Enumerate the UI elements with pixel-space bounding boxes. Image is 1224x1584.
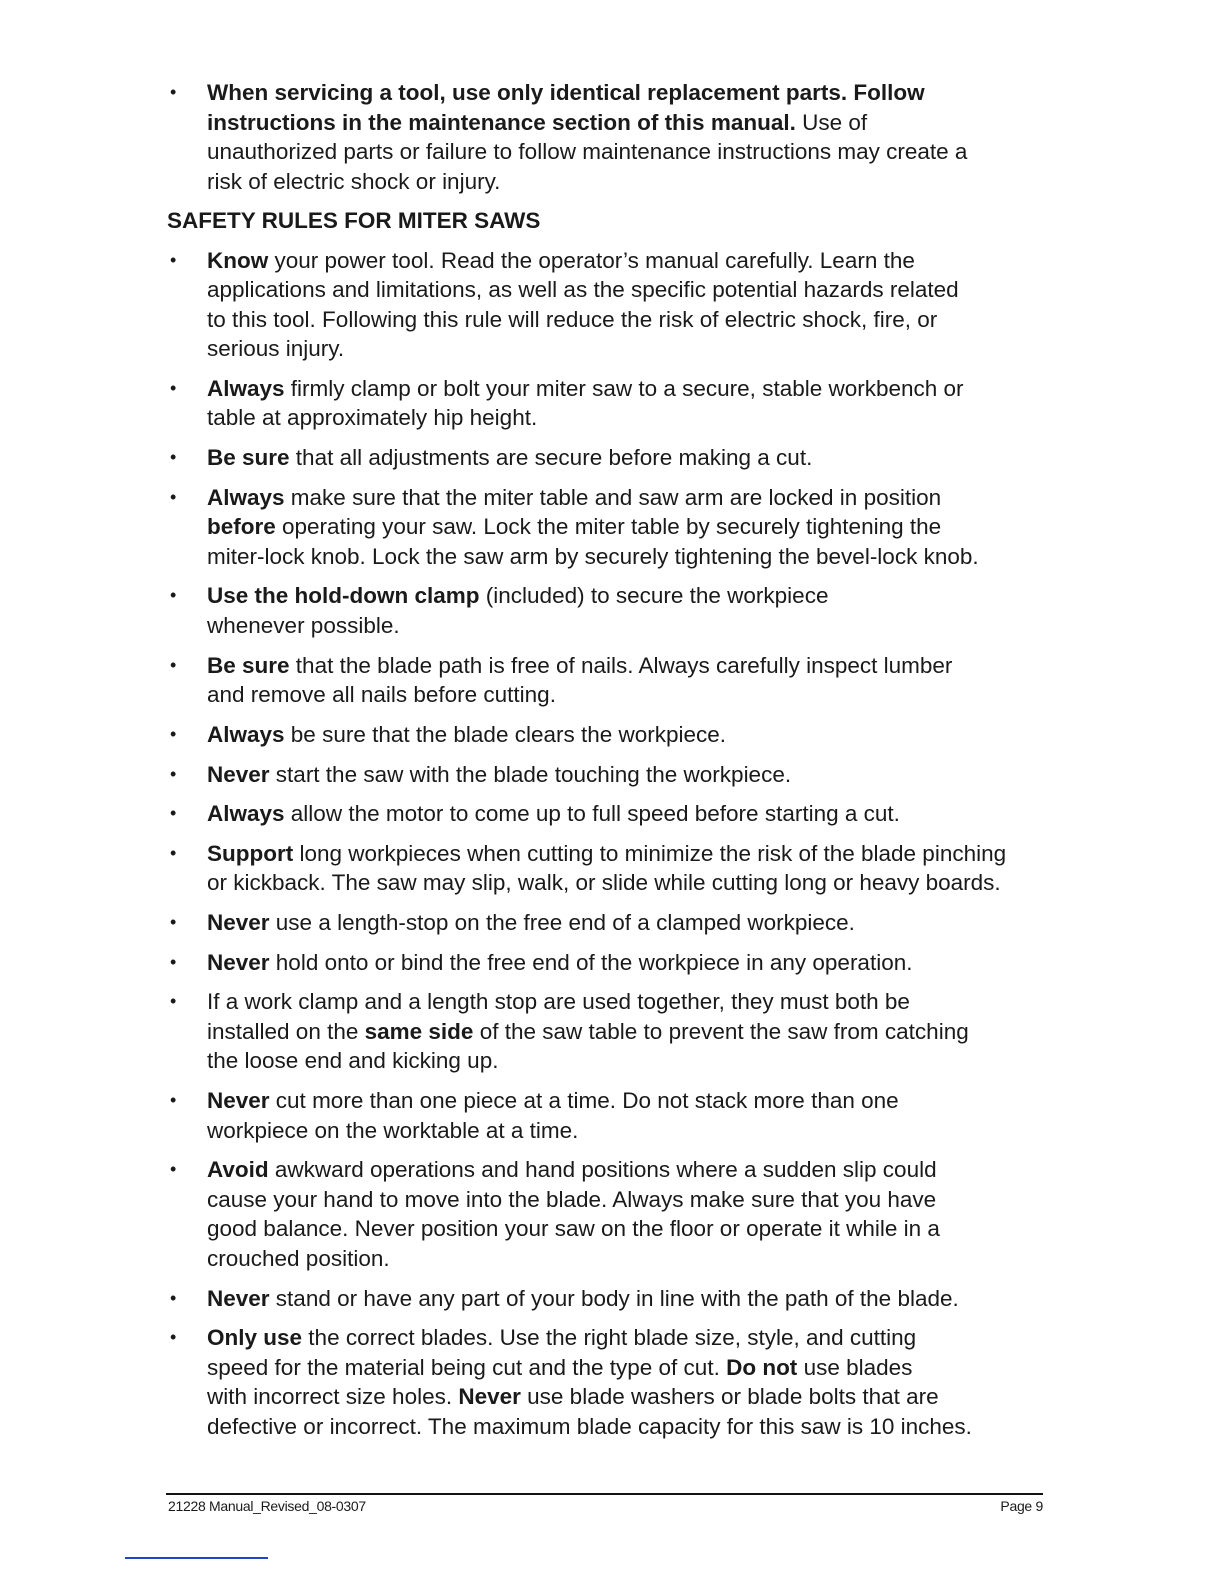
body-text: use blades with incorrect size holes.	[207, 1354, 913, 1410]
bullet-icon: •	[170, 1287, 177, 1308]
body-text: If a work clamp and a length stop are used together, they must both be installed on the	[207, 989, 910, 1044]
list-item	[170, 908, 1057, 938]
bold-text: Support	[207, 840, 294, 866]
body-text: Use of unauthorized parts or failure to follow maintenance instructions may create a risk of electric shock or injury.	[207, 109, 968, 194]
list-item	[170, 987, 1057, 1076]
list-item	[170, 1086, 1057, 1145]
link-underline	[125, 1557, 268, 1559]
body-text: that the blade path is free of nails. Always carefully inspect lumber and remove all nails before cutting.	[207, 652, 953, 708]
list-item	[170, 651, 1057, 710]
list-item	[170, 581, 1057, 640]
body-text: awkward operations and hand positions where a sudden slip could cause your hand to move into the blade. Always make sure that you have good balance. Never position your saw on the floor or operate it while in a crouched position.	[207, 1157, 940, 1271]
bold-text: Never	[207, 1285, 270, 1311]
bold-text: When servicing a tool, use only identical replacement parts. Follow instructions in the maintenance section of this manual.	[207, 80, 925, 135]
list-item	[170, 374, 1057, 433]
bullet-icon: •	[170, 249, 177, 270]
list-item	[170, 78, 1057, 196]
bullet-icon: •	[170, 585, 177, 606]
safety-rules-list	[170, 246, 1057, 1442]
bold-text: Always	[207, 375, 285, 401]
bold-text: Use the hold-down clamp	[207, 583, 480, 609]
bold-text: Always	[207, 721, 285, 747]
page-content	[167, 78, 1057, 1451]
body-text: make sure that the miter table and saw arm are locked in position	[290, 484, 942, 510]
bold-text: Never	[458, 1384, 521, 1410]
bold-text: Never	[207, 949, 270, 975]
bullet-icon: •	[170, 1327, 177, 1348]
bullet-icon: •	[170, 377, 177, 398]
footer-document-id: 21228 Manual_Revised_08-0307	[168, 1498, 366, 1514]
bold-text: Never	[207, 910, 270, 936]
bold-text: Be sure	[207, 652, 290, 678]
body-text: that all adjustments are secure before making a cut.	[289, 445, 813, 471]
bullet-icon: •	[170, 912, 177, 933]
list-item	[170, 948, 1057, 978]
bullet-icon: •	[170, 991, 177, 1012]
body-text: use a length-stop on the free end of a clamped workpiece.	[269, 910, 855, 936]
footer-divider	[166, 1493, 1043, 1495]
bullet-icon: •	[170, 842, 177, 863]
bullet-icon: •	[170, 82, 177, 102]
bold-text: Always	[207, 801, 285, 827]
list-item	[170, 246, 1057, 364]
bold-text: Always	[207, 484, 285, 510]
body-text: allow the motor to come up to full speed before starting a cut.	[284, 801, 900, 827]
intro-list	[170, 78, 1057, 196]
body-text: operating your saw. Lock the miter table by securely tightening the miter-lock knob. Lock the saw arm by securely tightening the bevel-lock knob.	[207, 514, 979, 569]
list-item	[170, 799, 1057, 829]
bold-text: same side	[364, 1018, 474, 1044]
list-item	[170, 839, 1057, 898]
bullet-icon: •	[170, 1159, 177, 1180]
bold-text: before	[207, 514, 276, 540]
bold-text: Do not	[726, 1354, 798, 1380]
body-text: your power tool. Read the operator’s manual carefully. Learn the applications and limitations, as well as the specific potential hazards related to this tool. Following this rule will reduce the risk of electric shock, fire, or serious injury.	[207, 247, 959, 362]
bullet-icon: •	[170, 1090, 177, 1111]
bullet-icon: •	[170, 447, 177, 468]
bold-text: Only use	[207, 1325, 303, 1351]
bold-text: Never	[207, 1088, 270, 1114]
body-text: stand or have any part of your body in line with the path of the blade.	[269, 1285, 959, 1311]
body-text: cut more than one piece at a time. Do not stack more than one workpiece on the worktable at a time.	[207, 1088, 899, 1143]
bullet-icon: •	[170, 763, 177, 784]
list-item	[170, 443, 1057, 473]
footer-page-number: Page 9	[1000, 1498, 1043, 1514]
bullet-icon: •	[170, 951, 177, 972]
list-item	[170, 1323, 1057, 1441]
body-text: of the saw table to prevent the saw from catching the loose end and kicking up.	[207, 1018, 969, 1074]
bold-text: Be sure	[207, 445, 290, 471]
list-item	[170, 720, 1057, 750]
bullet-icon: •	[170, 723, 177, 744]
body-text: (included) to secure the workpiece whenever possible.	[207, 583, 829, 638]
list-item	[170, 1155, 1057, 1273]
bullet-icon: •	[170, 654, 177, 675]
section-heading: SAFETY RULES FOR MITER SAWS	[167, 208, 541, 234]
bold-text: Never	[207, 761, 270, 787]
list-item	[170, 760, 1057, 790]
body-text: hold onto or bind the free end of the workpiece in any operation.	[269, 949, 913, 975]
body-text: use blade washers or blade bolts that are defective or incorrect. The maximum blade capacity for this saw is 10 inches.	[207, 1384, 972, 1439]
bullet-icon: •	[170, 486, 177, 507]
body-text: the correct blades. Use the right blade size, style, and cutting speed for the material being cut and the type of cut.	[207, 1325, 917, 1380]
list-item	[170, 483, 1057, 572]
list-item	[170, 1284, 1057, 1314]
body-text: firmly clamp or bolt your miter saw to a secure, stable workbench or table at approximately hip height.	[207, 375, 964, 431]
body-text: be sure that the blade clears the workpiece.	[284, 721, 727, 747]
bold-text: Know	[207, 247, 269, 273]
bullet-icon: •	[170, 803, 177, 824]
bold-text: Avoid	[207, 1157, 269, 1183]
body-text: start the saw with the blade touching the workpiece.	[269, 761, 792, 787]
body-text: long workpieces when cutting to minimize the risk of the blade pinching or kickback. The saw may slip, walk, or slide while cutting long or heavy boards.	[207, 840, 1007, 896]
